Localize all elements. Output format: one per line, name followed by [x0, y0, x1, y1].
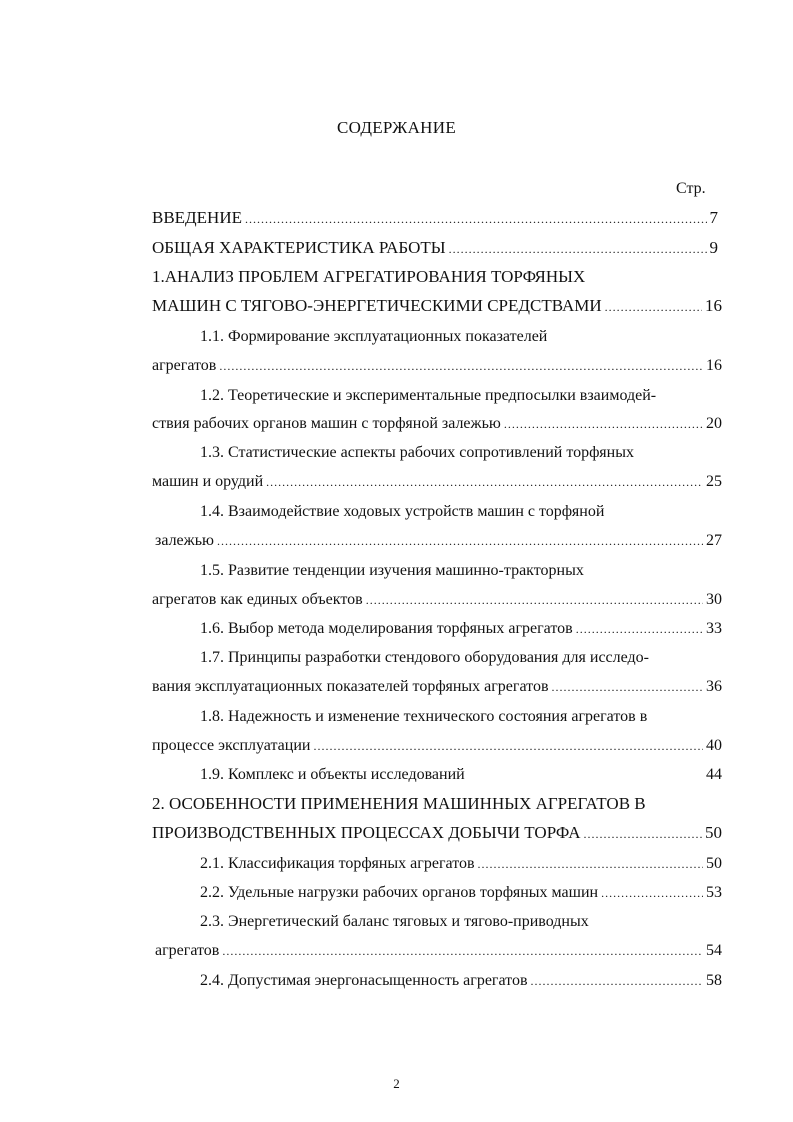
toc-entry-page: 58 — [706, 972, 722, 989]
leader-dots — [478, 853, 703, 875]
toc-entry-1-1-cont — [152, 355, 722, 377]
page-title: СОДЕРЖАНИЕ — [336, 118, 457, 137]
toc-entry-1-6 — [200, 618, 722, 640]
toc-entry-page: 7 — [709, 208, 718, 227]
leader-dots — [222, 940, 703, 962]
toc-entry-1-2-cont — [152, 413, 722, 435]
toc-entry-page: 36 — [706, 678, 722, 695]
toc-entry-page: 27 — [706, 532, 722, 549]
toc-entry-text: 1.6. Выбор метода моделирования торфяных агрегатов — [200, 620, 573, 637]
toc-entry-text: 1.4. Взаимодействие ходовых устройств машин с торфяной — [200, 503, 605, 520]
toc-entry-text: ПРОИЗВОДСТВЕННЫХ ПРОЦЕССАХ ДОБЫЧИ ТОРФА — [152, 823, 581, 842]
toc-entry-text: агрегатов как единых объектов — [152, 591, 363, 608]
toc-entry-text: залежью — [155, 532, 214, 549]
toc-entry-1-8-cont — [152, 735, 722, 757]
toc-entry-1-9 — [200, 764, 722, 786]
toc-entry-text: 1.3. Статистические аспекты рабочих сопротивлений торфяных — [200, 444, 634, 461]
toc-entry-page: 54 — [706, 942, 722, 959]
toc-entry-text: ствия рабочих органов машин с торфяной залежью — [152, 415, 501, 432]
leader-dots — [245, 207, 707, 230]
toc-entry-2-4 — [200, 970, 722, 992]
toc-entry-page: 44 — [706, 766, 722, 783]
toc-entry-chapter-1-cont — [152, 295, 722, 317]
toc-entry-text: агрегатов — [155, 942, 220, 959]
toc-entry-2-3 — [200, 911, 589, 933]
toc-entry-text: 2.1. Классификация торфяных агрегатов — [200, 855, 475, 872]
toc-entry-1-3-cont — [152, 471, 722, 493]
toc-entry-1-4 — [200, 501, 604, 523]
leader-dots — [219, 355, 703, 377]
toc-entry-page: 40 — [706, 737, 722, 754]
page-number: 2 — [393, 1076, 400, 1091]
toc-entry-chapter-2 — [152, 793, 646, 815]
toc-entry-page: 25 — [706, 473, 722, 490]
toc-entry-1-2 — [200, 385, 656, 407]
leader-dots — [366, 589, 703, 611]
leader-dots — [605, 295, 702, 318]
toc-entry-text: процессе эксплуатации — [152, 737, 311, 754]
toc-entry-1-4-cont — [155, 530, 722, 552]
toc-entry-general — [152, 237, 718, 259]
toc-entry-text: 1.7. Принципы разработки стендового оборудования для исследо- — [200, 649, 649, 666]
leader-dots — [217, 530, 703, 552]
toc-entry-text: агрегатов — [152, 357, 217, 374]
toc-entry-1-5-cont — [152, 589, 722, 611]
leader-dots — [601, 882, 703, 904]
page-column-label: Стр. — [676, 180, 706, 197]
toc-entry-text: 2. ОСОБЕННОСТИ ПРИМЕНЕНИЯ МАШИННЫХ АГРЕГАТОВ В — [152, 794, 646, 813]
toc-entry-text: 2.3. Энергетический баланс тяговых и тягово-приводных — [200, 913, 589, 930]
toc-entry-page: 16 — [706, 357, 722, 374]
toc-entry-1-7-cont — [152, 676, 722, 698]
toc-entry-page: 33 — [706, 620, 722, 637]
leader-dots — [584, 822, 702, 845]
toc-entry-text: машин и орудий — [152, 473, 264, 490]
toc-entry-introduction — [152, 207, 718, 229]
toc-entry-text: ОБЩАЯ ХАРАКТЕРИСТИКА РАБОТЫ — [152, 238, 446, 257]
toc-entry-text: 1.8. Надежность и изменение технического состояния агрегатов в — [200, 708, 648, 725]
toc-entry-chapter-1 — [152, 266, 585, 288]
toc-entry-text: 2.2. Удельные нагрузки рабочих органов торфяных машин — [200, 884, 599, 901]
toc-entry-text: 1.5. Развитие тенденции изучения машинно-тракторных — [200, 562, 584, 579]
toc-entry-page: 20 — [706, 415, 722, 432]
toc-entry-text: 1.1. Формирование эксплуатационных показателей — [200, 328, 548, 345]
toc-entry-1-7 — [200, 647, 649, 669]
toc-entry-text: 1.АНАЛИЗ ПРОБЛЕМ АГРЕГАТИРОВАНИЯ ТОРФЯНЫХ — [152, 267, 586, 286]
toc-entry-2-3-cont — [155, 940, 722, 962]
toc-entry-1-1 — [200, 326, 547, 348]
leader-dots — [313, 735, 703, 757]
toc-entry-page: 16 — [705, 296, 722, 315]
leader-dots — [552, 676, 704, 698]
toc-entry-1-5 — [200, 560, 584, 582]
toc-entry-2-2 — [200, 882, 722, 904]
toc-entry-text: 1.9. Комплекс и объекты исследований — [200, 766, 465, 783]
toc-entry-chapter-2-cont — [152, 822, 722, 844]
toc-entry-2-1 — [200, 853, 722, 875]
toc-entry-page: 50 — [705, 823, 722, 842]
leader-dots — [504, 413, 703, 435]
toc-entry-page: 53 — [706, 884, 722, 901]
toc-entry-text: ВВЕДЕНИЕ — [152, 208, 242, 227]
leader-dots — [531, 970, 703, 992]
toc-entry-page: 9 — [709, 238, 718, 257]
toc-entry-1-3 — [200, 442, 634, 464]
toc-entry-page: 30 — [706, 591, 722, 608]
leader-dots — [576, 618, 703, 640]
toc-entry-1-8 — [200, 706, 647, 728]
leader-dots — [266, 471, 703, 493]
toc-entry-text: 1.2. Теоретические и экспериментальные предпосылки взаимодей- — [200, 387, 657, 404]
toc-entry-page: 50 — [706, 855, 722, 872]
toc-entry-text: 2.4. Допустимая энергонасыщенность агрегатов — [200, 972, 528, 989]
toc-entry-text: вания эксплуатационных показателей торфяных агрегатов — [152, 678, 549, 695]
toc-entry-text: МАШИН С ТЯГОВО-ЭНЕРГЕТИЧЕСКИМИ СРЕДСТВАМИ — [152, 296, 602, 315]
leader-dots — [449, 237, 707, 260]
